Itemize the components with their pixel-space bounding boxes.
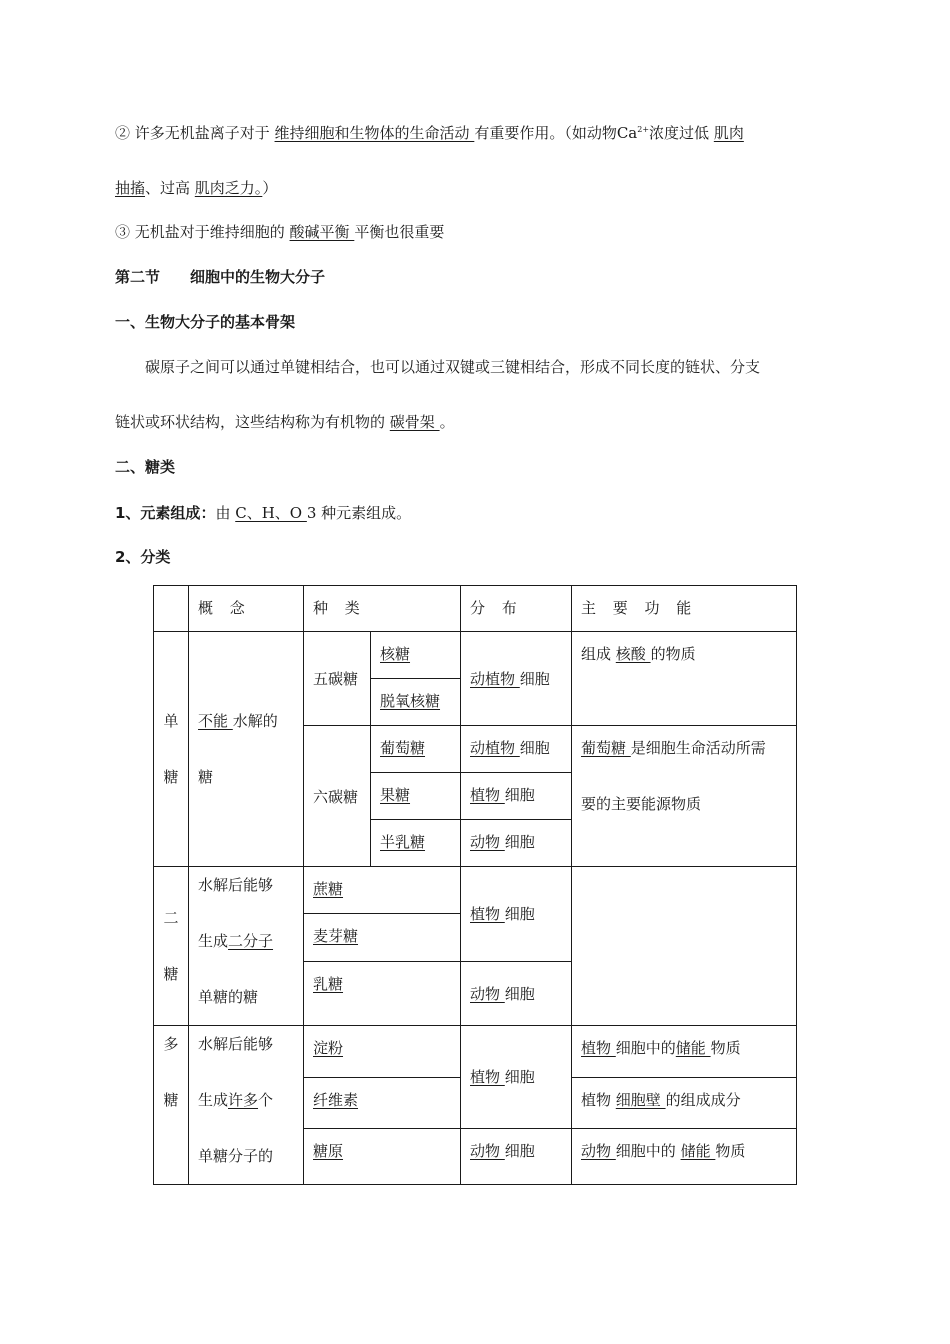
maltose-cell: 麦芽糖 <box>304 914 461 961</box>
table-row-starch <box>154 1026 797 1078</box>
text: 3 种元素组成。 <box>306 504 412 522</box>
text: 有重要作用。（如动物Ca <box>474 124 638 142</box>
text: ② 许多无机盐离子对于 <box>115 124 275 142</box>
concept-mono: 不能 水解的 糖 <box>189 632 304 867</box>
galactose-distribution: 动物 细胞 <box>461 820 572 867</box>
text: 1、元素组成： <box>115 504 216 522</box>
paragraph-carbon-skeleton <box>115 412 455 432</box>
fill-blank: 酸碱平衡 <box>289 223 355 241</box>
heading-classification: 2、分类 <box>115 548 171 566</box>
deoxyribose-cell: 脱氧核糖 <box>371 679 461 726</box>
poly-plant-distribution: 植物 细胞 <box>461 1026 572 1129</box>
paragraph-carbon-bonds: 碳原子之间可以通过单键相结合，也可以通过双键或三键相结合，形成不同长度的链状、分支 <box>115 358 761 376</box>
glycogen-function: 动物 细胞中的 储能 物质 <box>572 1128 797 1184</box>
glucose-cell: 葡萄糖 <box>371 726 461 773</box>
heading-sugars: 二、糖类 <box>115 458 176 476</box>
cellulose-cell: 纤维素 <box>304 1077 461 1128</box>
concept-di: 水解后能够 生成二分子 单糖的糖 <box>189 867 304 1026</box>
glucose-function: 葡萄糖 是细胞生命活动所需 要的主要能源物质 <box>572 726 797 867</box>
text: 由 <box>215 504 236 522</box>
header-function: 主 要 功 能 <box>572 586 797 632</box>
fill-blank: C、H、O <box>235 504 307 522</box>
text: 平衡也很重要 <box>354 223 445 241</box>
ribose-cell: 核糖 <box>371 632 461 679</box>
glycogen-cell: 糖原 <box>304 1128 461 1184</box>
fructose-distribution: 植物 细胞 <box>461 773 572 820</box>
galactose-cell: 半乳糖 <box>371 820 461 867</box>
header-row <box>154 586 797 632</box>
header-type: 种 类 <box>304 586 461 632</box>
fill-blank: 碳骨架 <box>389 413 440 431</box>
glycogen-distribution: 动物 细胞 <box>461 1128 572 1184</box>
text: ③ 无机盐对于维持细胞的 <box>115 223 290 241</box>
sucrose-cell: 蔗糖 <box>304 867 461 914</box>
fill-blank: 抽搐 <box>115 179 146 197</box>
di-function-empty <box>572 867 797 1026</box>
paragraph-ions-importance <box>115 123 744 143</box>
cellulose-function: 植物 细胞壁 的组成成分 <box>572 1077 797 1128</box>
superscript: 2+ <box>637 125 650 134</box>
sugar-classification-table <box>153 585 797 1185</box>
table-row-sucrose <box>154 867 797 914</box>
heading-elements <box>115 503 411 523</box>
glucose-distribution: 动植物 细胞 <box>461 726 572 773</box>
lactose-cell: 乳糖 <box>304 961 461 1025</box>
concept-poly: 水解后能够 生成许多个 单糖分子的 <box>189 1026 304 1185</box>
di-plant-distribution: 植物 细胞 <box>461 867 572 962</box>
header-distribution: 分 布 <box>461 586 572 632</box>
text: 、过高 <box>145 179 195 197</box>
header-concept: 概 念 <box>189 586 304 632</box>
corner-cell <box>154 586 189 632</box>
fill-blank: 肌肉 <box>713 124 744 142</box>
text: 。 <box>439 413 455 431</box>
starch-cell: 淀粉 <box>304 1026 461 1078</box>
lactose-distribution: 动物 细胞 <box>461 961 572 1025</box>
text: ） <box>262 179 278 197</box>
row-label-di: 二 糖 <box>154 867 189 1026</box>
pentose-distribution: 动植物 细胞 <box>461 632 572 726</box>
fill-blank: 维持细胞和生物体的生命活动 <box>274 124 475 142</box>
pentose-function: 组成 核酸 的物质 <box>572 632 797 726</box>
hexose-label: 六碳糖 <box>304 726 371 867</box>
section-title: 第二节 细胞中的生物大分子 <box>115 268 326 286</box>
text: 浓度过低 <box>649 124 714 142</box>
heading-macromolecule-skeleton: 一、生物大分子的基本骨架 <box>115 313 296 331</box>
text: 链状或环状结构，这些结构称为有机物的 <box>115 413 390 431</box>
starch-function: 植物 细胞中的储能 物质 <box>572 1026 797 1078</box>
paragraph-ions-continued <box>115 178 277 198</box>
table-row-ribose <box>154 632 797 679</box>
row-label-mono: 单 糖 <box>154 632 189 867</box>
paragraph-acid-base <box>115 222 444 242</box>
fill-blank: 肌肉乏力。 <box>194 179 263 197</box>
fructose-cell: 果糖 <box>371 773 461 820</box>
row-label-poly: 多 糖 <box>154 1026 189 1185</box>
pentose-label: 五碳糖 <box>304 632 371 726</box>
